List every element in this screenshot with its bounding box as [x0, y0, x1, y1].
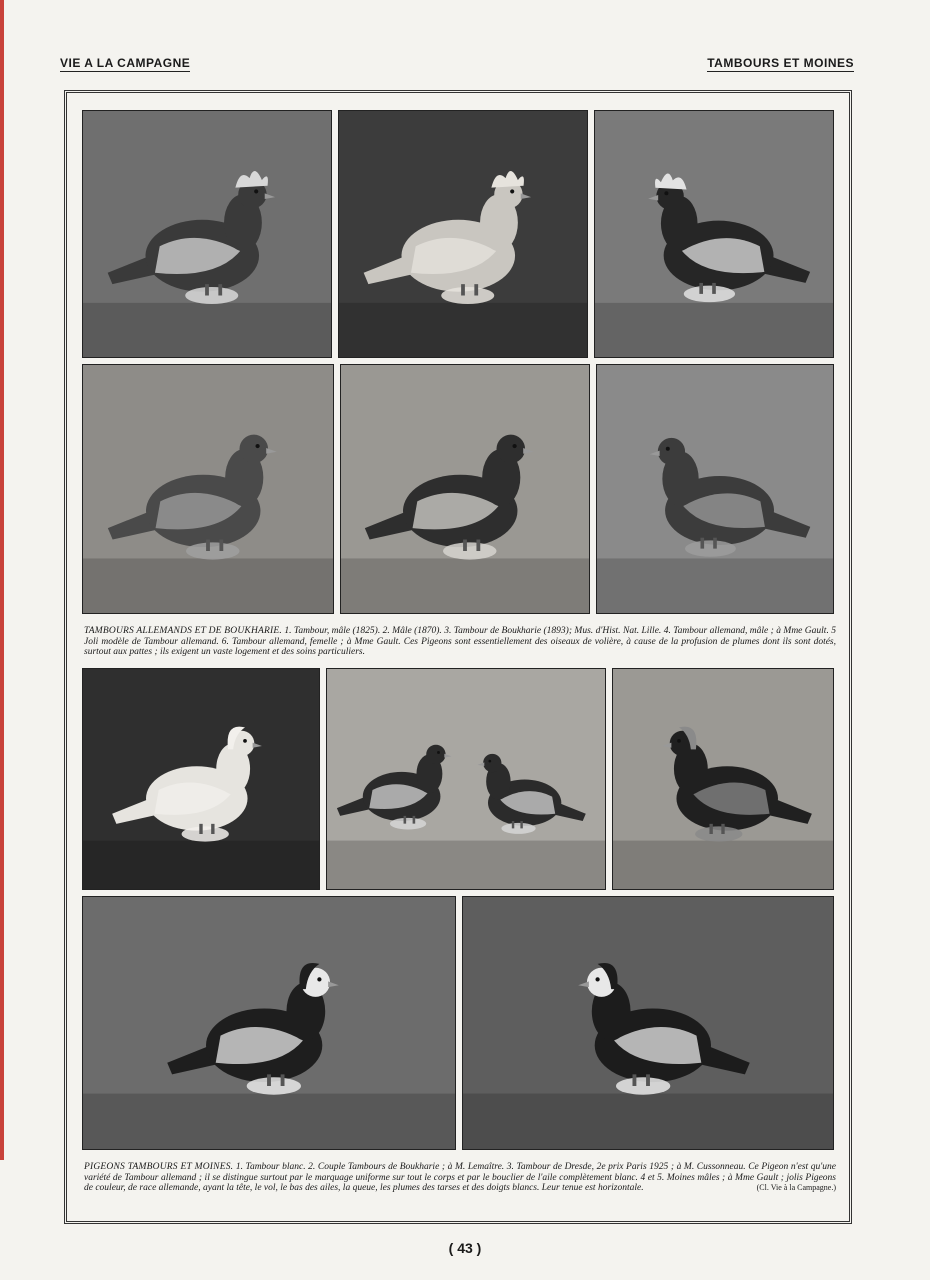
photo-floor: [597, 558, 833, 613]
caption-2-body: 1. Tambour blanc. 2. Couple Tambours de Boukharie ; à M. Lemaître. 3. Tambour de Dresde, 2e prix Paris 1925 ; à M. Cussonneau. Ce Pigeon n'est qu'une variété de Tambour allemand ; il se distingue surtout par le marquage uniforme sur tout le corps et par le bouclier de l'aile complètement blanc. 4 et 5. Moines mâles ; à Mme Gault ; jolis Pigeons de couleur, de race allemande, ayant la tête, le vol, le bas des ailes, la queue, les plumes des tarses et des doigts blancs. Leur tenue est horizontale.: [84, 1162, 836, 1193]
photo-10-moine-male: [82, 896, 456, 1150]
page-edge-mark: [0, 0, 4, 1160]
caption-pigeons-tambours-moines: [84, 1162, 836, 1194]
photo-11-moine-male: [462, 896, 834, 1150]
photo-image: [597, 365, 833, 613]
photo-1-tambour-male-1825: [82, 110, 332, 358]
photo-5-joli-modele-tambour-allemand: [340, 364, 590, 614]
photo-floor: [83, 1094, 455, 1149]
running-head-left: VIE A LA CAMPAGNE: [60, 56, 191, 70]
photo-image: [339, 111, 587, 357]
photo-image: [341, 365, 589, 613]
photo-image: [83, 365, 333, 613]
photo-floor: [83, 841, 319, 889]
page-number: ( 43 ): [448, 1240, 482, 1256]
photo-image: [83, 669, 319, 889]
photo-floor: [83, 558, 333, 613]
photo-image: [613, 669, 833, 889]
photo-9-tambour-de-dresde: [612, 668, 834, 890]
photo-floor: [613, 841, 833, 889]
photo-image: [595, 111, 833, 357]
photo-floor: [341, 558, 589, 613]
photo-floor: [339, 303, 587, 357]
photo-image: [83, 897, 455, 1149]
running-head-right: TAMBOURS ET MOINES: [707, 56, 854, 70]
photo-credit: (Cl. Vie à la Campagne.): [756, 1183, 836, 1192]
photo-image: [83, 111, 331, 357]
photo-floor: [463, 1094, 833, 1149]
caption-1-lead: TAMBOURS ALLEMANDS ET DE BOUKHARIE.: [84, 626, 282, 636]
photo-floor: [327, 841, 605, 889]
caption-2-lead: PIGEONS TAMBOURS ET MOINES.: [84, 1162, 234, 1172]
photo-8-couple-tambours-boukharie: [326, 668, 606, 890]
caption-tambours-allemands: [84, 626, 836, 658]
photo-3-tambour-boukharie-1893: [594, 110, 834, 358]
photo-image: [327, 669, 605, 889]
photo-4-tambour-allemand-male: [82, 364, 334, 614]
photo-floor: [83, 303, 331, 357]
photo-6-tambour-allemand-femelle: [596, 364, 834, 614]
caption-1-body: 1. Tambour, mâle (1825). 2. Mâle (1870). 3. Tambour de Boukharie (1893); Mus. d'Hist. Nat. Lille. 4. Tambour allemand, mâle ; à Mme Gault. 5 Joli modèle de Tambour allemand. 6. Tambour allemand, femelle ; à Mme Gault. Ces Pigeons sont essentiellement des oiseaux de volière, à cause de la profusion de plumes dont ils sont dotés, surtout aux pattes ; ils exigent un vaste logement et des soins particuliers.: [84, 626, 836, 657]
photo-2-male-1870: [338, 110, 588, 358]
photo-floor: [595, 303, 833, 357]
photo-7-tambour-blanc: [82, 668, 320, 890]
photo-image: [463, 897, 833, 1149]
